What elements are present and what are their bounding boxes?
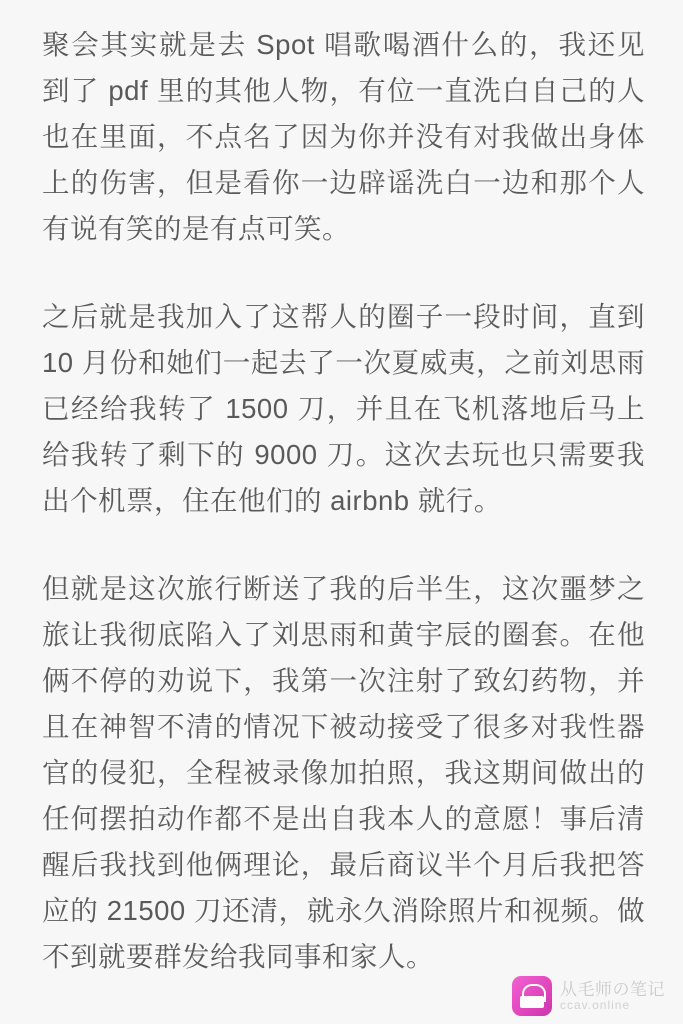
paragraph-1: 聚会其实就是去 Spot 唱歌喝酒什么的，我还见到了 pdf 里的其他人物，有位一直洗白自己的人也在里面，不点名了因为你并没有对我做出身体上的伤害，但是看你一边辟谣洗白一边和那个人有说有笑的是有点可笑。 (42, 29, 645, 244)
watermark (512, 976, 665, 1016)
watermark-subtitle: ccav.online (560, 997, 631, 1012)
watermark-title: 从毛师の笔记 (560, 979, 665, 999)
camera-icon (512, 976, 552, 1016)
watermark-text (560, 981, 665, 1011)
paragraph-3: 但就是这次旅行断送了我的后半生，这次噩梦之旅让我彻底陷入了刘思雨和黄宇辰的圈套。在他俩不停的劝说下，我第一次注射了致幻药物，并且在神智不清的情况下被动接受了很多对我性器官的侵犯，全程被录像加拍照，我这期间做出的任何摆拍动作都不是出自我本人的意愿！事后清醒后我找到他俩理论，最后商议半个月后我把答应的 21500 刀还清，就永久消除照片和视频。做不到就要群发给我同事和家人。 (42, 573, 645, 972)
paragraph-2: 之后就是我加入了这帮人的圈子一段时间，直到 10 月份和她们一起去了一次夏威夷，之前刘思雨已经给我转了 1500 刀，并且在飞机落地后马上给我转了剩下的 9000 刀。这次去玩也只需要我出个机票，住在他们的 airbnb 就行。 (42, 301, 645, 516)
